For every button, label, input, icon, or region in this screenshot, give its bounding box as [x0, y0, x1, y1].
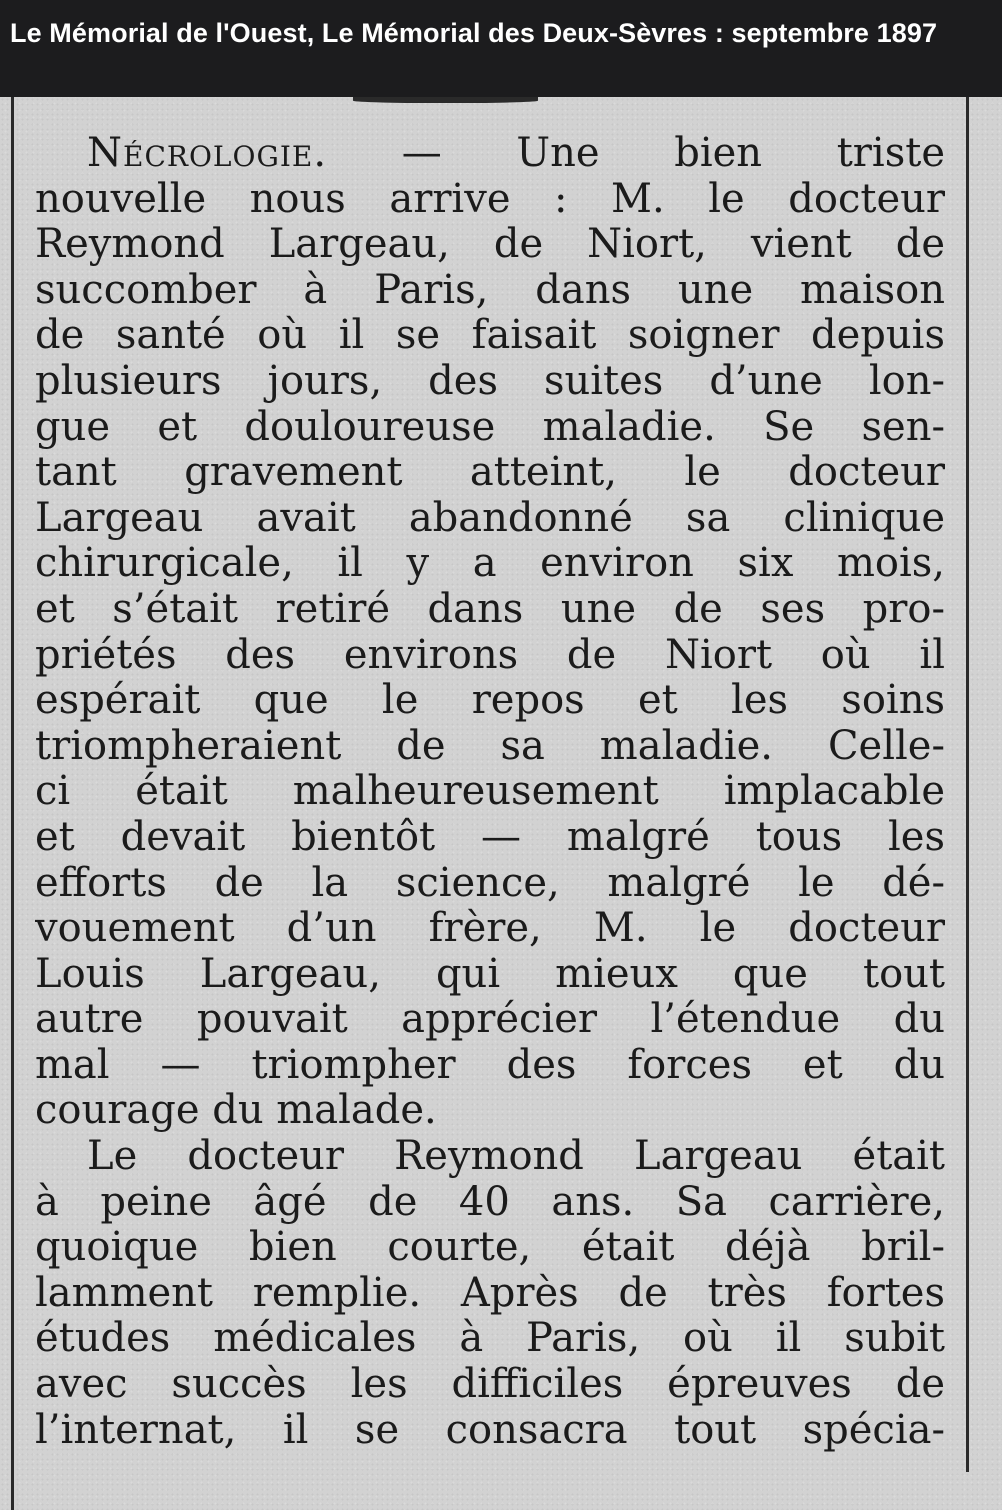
article-line: espérait que le repos et les soins — [35, 678, 945, 724]
column-rule-right — [966, 97, 969, 1472]
article-heading: Nécrologie. — [87, 131, 328, 176]
article-line: succomber à Paris, dans une maison — [35, 267, 945, 313]
article-line: nouvelle nous arrive : M. le docteur — [35, 176, 945, 222]
article-line: lamment remplie. Après de très fortes — [35, 1270, 945, 1316]
article-line: et devait bientôt — malgré tous les — [35, 814, 945, 860]
article-line: à peine âgé de 40 ans. Sa carrière, — [35, 1179, 945, 1225]
article-line: priétés des environs de Niort où il — [35, 632, 945, 678]
article-line: l’internat, il se consacra tout spécia- — [35, 1407, 945, 1453]
article-line: avec succès les difficiles épreuves de — [35, 1362, 945, 1408]
article-line: chirurgicale, il y a environ six mois, — [35, 541, 945, 587]
article-line: vouement d’un frère, M. le docteur — [35, 906, 945, 952]
article-line: Largeau avait abandonné sa clinique — [35, 495, 945, 541]
top-ornament — [353, 97, 538, 103]
article-line: Louis Largeau, qui mieux que tout — [35, 951, 945, 997]
article-body — [35, 131, 945, 1453]
article-line: plusieurs jours, des suites d’une lon- — [35, 358, 945, 404]
article-line: Nécrologie. — Une bien triste — [87, 131, 945, 176]
article-line: Reymond Largeau, de Niort, vient de — [35, 222, 945, 268]
column-rule-left — [11, 97, 14, 1510]
page-title-bar — [0, 0, 1002, 97]
article-line: de santé où il se faisait soigner depuis — [35, 313, 945, 359]
article-line: tant gravement atteint, le docteur — [35, 450, 945, 496]
article-line: triompheraient de sa maladie. Celle- — [35, 723, 945, 769]
page-title: Le Mémorial de l'Ouest, Le Mémorial des Deux-Sèvres : septembre 1897 — [10, 18, 938, 48]
article-line: gue et douloureuse maladie. Se sen- — [35, 404, 945, 450]
article-line: quoique bien courte, était déjà bril- — [35, 1225, 945, 1271]
article-line: et s’était retiré dans une de ses pro- — [35, 586, 945, 632]
newspaper-scan — [0, 97, 1002, 1510]
article-line: mal — triompher des forces et du — [35, 1042, 945, 1088]
article-line: ci était malheureusement implacable — [35, 769, 945, 815]
article-line: courage du malade. — [35, 1088, 437, 1134]
article-line: autre pouvait apprécier l’étendue du — [35, 997, 945, 1043]
article-line: Le docteur Reymond Largeau était — [87, 1134, 945, 1180]
article-line: études médicales à Paris, où il subit — [35, 1316, 945, 1362]
article-line: efforts de la science, malgré le dé- — [35, 860, 945, 906]
